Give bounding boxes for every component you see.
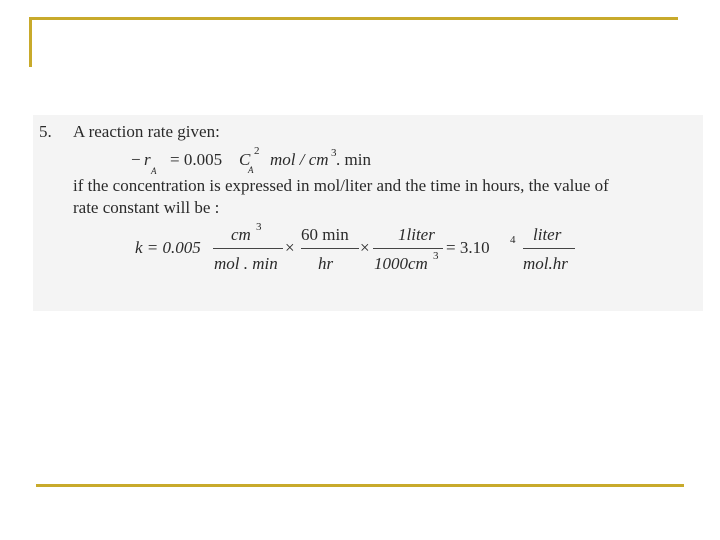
fraction-1-denominator: mol . min — [214, 254, 278, 273]
question-line-1: if the concentration is expressed in mol/liter and the time in hours, the value of — [73, 176, 609, 195]
conc-exponent: 2 — [254, 145, 260, 157]
times-sign-1: × — [285, 238, 295, 257]
k-lhs: k = 0.005 — [135, 238, 201, 257]
times-sign-2: × — [360, 238, 370, 257]
fraction-1-numerator-exponent: 3 — [256, 221, 262, 233]
problem-panel — [33, 115, 703, 311]
problem-number: 5. — [39, 122, 52, 141]
fraction-4-numerator: liter — [533, 225, 562, 244]
fraction-3-denominator-exponent: 3 — [433, 250, 439, 262]
rate-equals: = 0.005 — [170, 150, 223, 169]
rate-subscript: A — [151, 166, 157, 176]
left-accent-line — [29, 17, 32, 67]
fraction-3-denominator: 1000cm — [374, 254, 428, 273]
fraction-2-bar — [301, 248, 359, 249]
bottom-accent-line — [36, 484, 684, 487]
fraction-1-numerator: cm — [231, 225, 251, 244]
rate-unit-min: . min — [336, 150, 371, 169]
rate-unit-exponent: 3 — [331, 147, 337, 159]
result-exponent: 4 — [510, 234, 516, 246]
problem-heading: A reaction rate given: — [73, 122, 220, 141]
result-value: = 3.10 — [446, 238, 490, 257]
rate-var: r — [144, 150, 151, 169]
rate-sign: − — [131, 150, 141, 169]
fraction-2-numerator: 60 min — [301, 225, 349, 244]
fraction-4-denominator: mol.hr — [523, 254, 568, 273]
fraction-1-bar — [213, 248, 283, 249]
fraction-3-numerator: 1liter — [398, 225, 435, 244]
conc-subscript: A — [248, 165, 254, 175]
question-line-2: rate constant will be : — [73, 198, 220, 217]
conc-var: C — [239, 150, 251, 169]
rate-unit: mol / cm — [270, 150, 329, 169]
fraction-2-denominator: hr — [318, 254, 334, 273]
fraction-3-bar — [373, 248, 443, 249]
top-accent-line — [29, 17, 678, 20]
fraction-4-bar — [523, 248, 575, 249]
